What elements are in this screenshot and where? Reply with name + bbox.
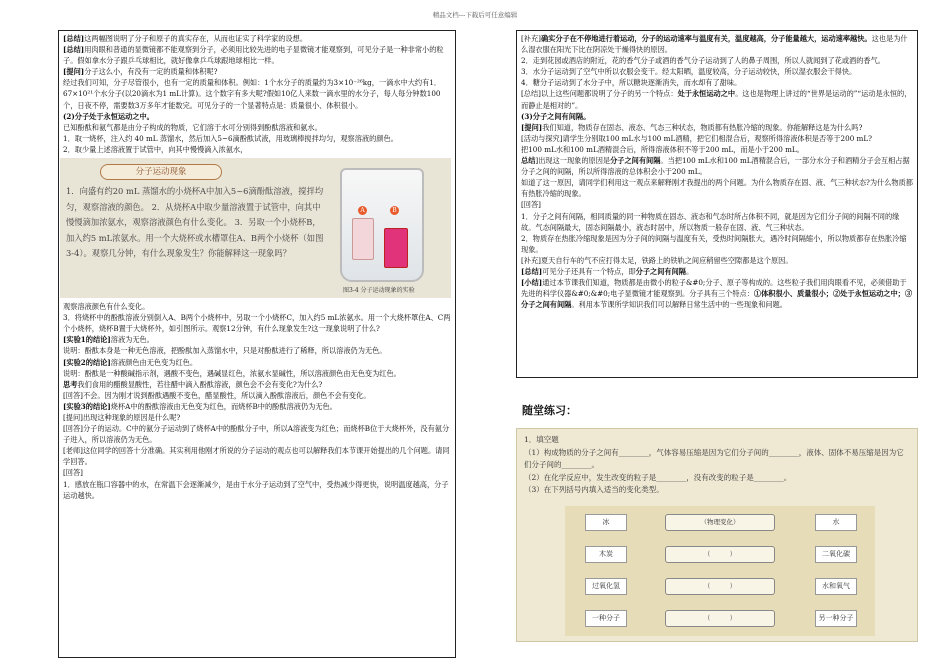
left-lower-text: 溶液颜色由无色变为红色。	[110, 357, 198, 367]
left-paragraph	[63, 66, 451, 77]
left-paragraph	[63, 133, 451, 144]
right-paragraph	[521, 144, 913, 155]
left-text: [总结]	[63, 34, 85, 43]
left-lower-text: 3．将烧杯中的酚酞溶液分别倒入A、B两个小烧杯中，另取一个小烧杯C，加入约5 mL浓氨水。用一个大烧杯罩住A、C两个小烧杯，烧杯B置于大烧杯外，如引图所示。观察12分钟，有什么现象发生?这一现象说明了什么?	[63, 313, 451, 334]
right-paragraph	[521, 199, 913, 210]
right-text: 总结	[521, 156, 536, 166]
right-text: 。当把100 mL水和100 mL酒精混合后，一部分水分子和酒精分子会互相占据分子之间的间隔，所以所得溶液的总体积会小于200 mL。	[521, 156, 910, 177]
figure-steps: 1．向盛有约20 mL 蒸馏水的小烧杯A中加入5~6滴酚酞溶液，搅拌均匀，观察溶液的颜色。 2．从烧杯A中取少量溶液置于试管中，向其中慢慢滴加浓氨水，观察溶液颜色有什么变化。 3．另取一个小烧杯B，加入约5 mL浓氨水。用一个大烧杯或水槽罩住A、B两个小烧杯（如图3-4）。观察几分钟，有什么现象发生？你能解释这一现象吗？	[66, 186, 324, 259]
left-paragraph	[63, 33, 451, 44]
left-paragraph	[63, 122, 451, 133]
right-paragraph	[521, 211, 913, 233]
right-text: [提问]	[521, 122, 543, 132]
right-paragraph	[521, 177, 913, 199]
right-text: 1．分子之间有间隔，相同质量的同一种物质在固态、液态和气态时所占体积不同，就是因为它们分子间的间隔不同的缘故。气态间隔最大，固态间隔最小，液态时居中，所以物质一般存在固、液、气三种状态。	[521, 211, 900, 232]
left-lower-text: 溶液为无色。	[110, 335, 154, 345]
right-text: (3)分子之间有间隔。	[521, 111, 591, 121]
right-paragraph	[521, 77, 913, 88]
left-lower-text: [回答]分子的运动。C中的氨分子运动到了烧杯A中的酚酞分子中，所以A溶液变为红色；而烧杯B位于大烧杯外，没有氨分子进入，所以溶液仍为无色。	[63, 424, 450, 445]
exercise-image	[516, 428, 918, 642]
right-paragraph	[521, 233, 913, 255]
left-paragraph	[63, 44, 451, 66]
left-lower-text: [提问]出现这种现象的原因是什么呢?	[63, 412, 181, 422]
right-text: 。这也是物理上讲过的“世界是运动的”“运动是永恒的，而静止是相对的”。	[521, 89, 912, 110]
label-b: B	[390, 206, 399, 215]
left-lower-paragraph	[63, 401, 451, 412]
figure-caption: 图3-4 分子运动现象的实验	[343, 287, 415, 295]
figure-title: 分子运动现象	[100, 164, 222, 180]
left-text: [提问]	[63, 67, 85, 77]
left-lower-paragraph	[63, 379, 451, 390]
right-paragraph	[521, 155, 913, 177]
right-text: 通过本节课我们知道，物质都是由微小的粒子&#0;分子、原子等构成的。这些粒子我们用肉眼看不见，必须借助于先进的科学仪器&#0;&#0;电子显微镜才能观察到。分子具有三个特点：	[521, 278, 907, 299]
right-text: [总结]以上这些问题都说明了分子的另一个特点：	[521, 89, 678, 99]
right-text: 这也是为什么湿衣服在阳光下比在阴凉处干燥得快的原因。	[521, 34, 908, 55]
right-text: 确实分子在不停地进行着运动，分子的运动速率与温度有关，温度越高，分子能量越大，运动速率越快。	[540, 34, 872, 43]
diagram-left-1: 冰	[585, 514, 627, 531]
right-paragraph	[521, 111, 913, 122]
left-lower-text: 我们食用的醋酸显酸性，若往醋中滴入酚酞溶液，颜色会不会有变化?为什么?	[77, 379, 323, 389]
left-paragraph	[63, 111, 451, 122]
right-text: 处于永恒运动之中	[677, 89, 736, 99]
left-lower-text: [实验2的结论]	[63, 357, 111, 367]
right-text: 3．水分子运动到了空气中所以衣服会变干。经太阳晒，温度较高，分子运动较快，所以湿衣服会干得快。	[521, 67, 857, 77]
left-text: (2)分子处于永恒运动之中。	[63, 111, 154, 121]
beaker-b	[384, 228, 408, 268]
diagram-left-4: 一种分子	[585, 610, 627, 627]
left-lower-text: 1．感放在瓶口容器中的水，在常温下会逐渐减少，是由于水分子运动到了空气中，受热减少得更快，说明温度越高，分子运动越快。	[63, 479, 449, 500]
exercise-heading: 1．填空题	[524, 435, 559, 444]
right-paragraph	[521, 277, 913, 310]
figure-molecular-motion	[60, 158, 451, 298]
left-paragraph	[63, 77, 451, 110]
left-lower-text: [回答]不会。因为刚才说到酚酞遇酸不变色，醋显酸性，所以滴入酚酞溶液后，颜色不会有变化。	[63, 390, 371, 400]
right-text: [活动与探究]请学生分别取100 mL水与100 mL酒精，把它们相混合后，观察所得溶液体积是否等于200 mL?	[521, 133, 872, 143]
diagram-left-3: 过氧化氢	[585, 578, 627, 595]
diagram-mid-2: （ ）	[665, 546, 775, 563]
right-text: 把100 mL水和100 mL酒精混合后，所得溶液体积不等于200 mL，而是小于200 mL。	[521, 144, 804, 154]
left-text: [总结]	[63, 45, 85, 55]
left-lower-paragraph	[63, 334, 451, 345]
page-header: 精品文档---下载后可任意编辑	[432, 11, 518, 19]
right-paragraph	[521, 33, 913, 55]
right-paragraph	[521, 255, 913, 266]
left-text: 分子这么小，有没有一定的质量和体积呢?	[84, 67, 218, 77]
right-paragraph	[521, 55, 913, 66]
left-paragraph	[63, 144, 451, 155]
right-text: [回答]	[521, 200, 541, 210]
left-column	[58, 30, 456, 658]
beaker-a	[352, 218, 374, 260]
right-paragraph	[521, 122, 913, 133]
diagram-right-4: 另一种分子	[815, 610, 857, 627]
left-lower-text: [回答]	[63, 468, 83, 478]
diagram-mid-1: （物理变化）	[665, 514, 775, 531]
right-text: 2．物质存在热胀冷缩现象是因为分子间的间隔与温度有关，受热时间隔胀大，遇冷时间隔缩小，所以物质都存在热胀冷缩现象。	[521, 233, 907, 254]
left-lower-text: [实验3的结论]	[63, 401, 111, 411]
left-lower-paragraph	[63, 345, 451, 356]
question-1: （1）构成物质的分子之间有________，气体容易压缩是因为它们分子间的________，液体、固体不易压缩是因为它们分子间的________。	[524, 447, 904, 469]
right-text: 可见分子还具有一个特点，即	[542, 266, 636, 276]
left-lower-paragraph	[63, 357, 451, 368]
right-paragraph	[521, 133, 913, 144]
right-paragraph	[521, 66, 913, 77]
left-lower-text: 说明：酚酞本身是一种无色溶液，把酚酞加入蒸馏水中，只是对酚酞进行了稀释，所以溶液仍为无色。	[63, 346, 387, 356]
left-lower-text: [老师]这位同学的回答十分准确。其实利用他刚才所说的分子运动的观点也可以解释我们本节课开始提出的几个问题。请同学回答。	[63, 446, 450, 467]
left-lower-paragraph	[63, 301, 451, 312]
right-text: 。利用本节课所学知识我们可以解释日常生活中的一些现象和问题。	[571, 300, 787, 310]
right-text: [小结]	[521, 278, 543, 288]
left-lower-text: 烧杯A中的酚酞溶液由无色变为红色，而烧杯B中的酚酞溶液仍为无色。	[110, 401, 337, 411]
left-text: 2．取少量上述溶液置于试管中，向其中慢慢滴入浓氨水，	[63, 144, 248, 154]
diagram-mid-4: （ ）	[665, 610, 775, 627]
left-lower-text: 思考	[63, 379, 78, 389]
left-lower-paragraph	[63, 445, 451, 467]
left-lower-paragraph	[63, 390, 451, 401]
left-lower-text: 观察溶液颜色有什么变化。	[63, 302, 150, 312]
right-text: 分子之间有间隔	[610, 156, 661, 166]
left-text: 经过我们可知，分子尽管很小，也有一定的质量和体积。例如：1个水分子的质量约为3×10⁻²⁶kg，一滴水中大约有1．67×10²¹个水分子(以20滴水为1 mL计算)。这个数字有多大呢?假如10亿人来数一滴水里的水分子，每人每分钟数100个，日夜不停，需要数3万多年才能数完。可见分子的一个显著特点是：质量很小、体积很小。	[63, 78, 442, 110]
left-text: 这两幅图说明了分子和原子的真实存在，从而也证实了科学家的设想。	[84, 34, 308, 43]
left-lower-text: 说明：酚酞是一种酸碱指示剂，遇酸不变色，遇碱显红色，浓氨水显碱性，所以溶液颜色由无色变为红色。	[63, 368, 401, 378]
diagram-mid-3: （ ）	[665, 578, 775, 595]
left-text: 用肉眼和普通的显微镜都不能观察到分子，必须用比较先进的电子显微镜才能观察到，可见分子是一种非常小的粒子。假如拿水分子跟乒乓球相比，就好像拿乒乓球跟地球相比一样。	[63, 45, 444, 66]
right-paragraph	[521, 266, 913, 277]
question-2: （2）在化学反应中，发生改变的粒子是________，没有改变的粒子是________。	[524, 472, 792, 482]
right-text: 2．走到花园或酒店的附近，花的香气分子或酒的香气分子运动到了人的鼻子周围，所以人就闻到了花或酒的香气。	[521, 56, 885, 66]
practice-title: 随堂练习：	[522, 404, 577, 417]
left-lower-paragraph	[63, 467, 451, 478]
question-3: （3）在下列括号内填入适当的变化类型。	[524, 485, 664, 494]
left-text: 1．取一烧杯，注入约 40 mL 蒸馏水，然后加入5~6滴酚酞试液，用玻璃棒搅拌均匀，观察溶液的颜色。	[63, 133, 398, 143]
right-paragraph	[521, 88, 913, 110]
right-text: [补充]夏天自行车的气不应打得太足，铁路上的铁轨之间应稍留些空隙都是这个原因。	[521, 255, 793, 265]
diagram-left-2: 木炭	[585, 546, 627, 563]
change-diagram	[565, 506, 875, 636]
right-text: ①体积很小、质量很小；②处于永恒运动之中；③分子之间有间隔	[521, 289, 913, 310]
left-lower-paragraph	[63, 412, 451, 423]
right-text: [总结]	[521, 266, 543, 276]
left-text: 已知酚酞和氨气都是由分子构成的物质，它们溶于水可分别得到酚酞溶液和氨水。	[63, 122, 322, 132]
left-lower-paragraph	[63, 312, 451, 334]
diagram-right-1: 水	[815, 514, 857, 531]
right-text: 分子之间有间隔	[635, 266, 686, 276]
diagram-right-2: 二氧化碳	[815, 546, 857, 563]
left-lower-paragraph	[63, 423, 451, 445]
right-text: 我们知道，物质存在固态、液态、气态三种状态，物质都有热胀冷缩的现象。你能解释这是为什么吗?	[542, 122, 863, 132]
right-text: 如道了这一原因，请同学们利用这一观点来解释刚才我提出的两个问题。为什么物质存在固、液、气三种状态?为什么物质都有热胀冷缩的现象。	[521, 178, 913, 199]
right-text: [补充]	[521, 34, 541, 43]
left-lower-text: [实验1的结论]	[63, 335, 111, 345]
right-text: 4．糖分子运动到了水分子中，所以糖块逐渐消失，而水却有了甜味。	[521, 78, 742, 88]
left-lower-paragraph	[63, 368, 451, 379]
left-lower-paragraph	[63, 479, 451, 501]
right-text: ]出现这一现象的原因是	[535, 156, 611, 166]
diagram-right-3: 水和氧气	[815, 578, 857, 595]
right-column	[516, 30, 918, 378]
label-a: A	[358, 206, 367, 215]
right-text: 。	[685, 266, 694, 276]
